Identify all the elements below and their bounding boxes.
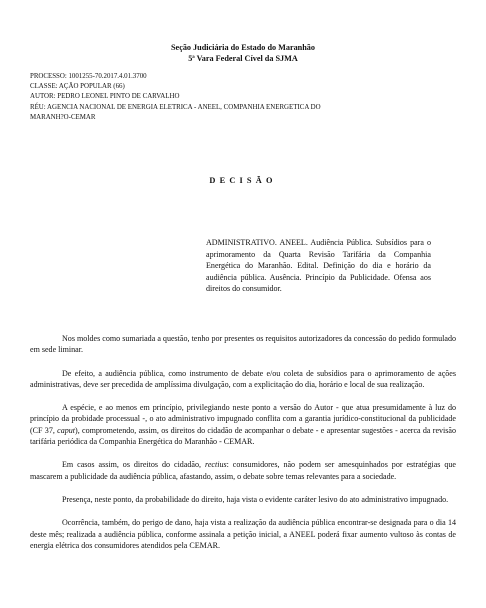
court-header bbox=[0, 42, 486, 64]
paragraph-4-part-a: Em casos assim, os direitos do cidadão, bbox=[62, 460, 205, 470]
paragraph-1: Nos moldes como sumariada a questão, tenho por presentes os requisitos autorizadores da concessão do pedido formulado em sede liminar. bbox=[30, 334, 456, 355]
paragraph-2: De efeito, a audiência pública, como instrumento de debate e/ou coleta de subsídios para o aprimoramento de ações administrativas, deve ser precedida de amplíssima divulgação, com a explicitação do dia, horário e local de sua realização. bbox=[30, 368, 456, 389]
ementa-summary: ADMINISTRATIVO. ANEEL. Audiência Pública. Subsídios para o aprimoramento da Quarta Revisão Tarifária da Companhia Energética do Maranhão. Edital. Definição do dia e horário da audiência pública. Ausência. Princípio da Publicidade. Ofensa aos direitos do consumidor. bbox=[206, 238, 431, 294]
court-section-name: Seção Judiciária do Estado do Maranhão bbox=[171, 43, 315, 52]
case-defendant-line1: RÉU: AGENCIA NACIONAL DE ENERGIA ELETRICA - ANEEL, COMPANHIA ENERGETICA DO bbox=[30, 103, 321, 111]
caput-term: caput bbox=[57, 425, 76, 435]
decision-body bbox=[30, 333, 456, 563]
paragraph-6: Ocorrência, também, do perigo de dano, haja vista a realização da audiência pública encontrar-se designada para o dia 14 deste mês; realizada a audiência pública, conforme assinala a petição inicial, a ANEEL poderá fixar aumento vultoso às contas de energia elétrica dos consumidores atendidos pela CEMAR. bbox=[30, 518, 456, 550]
paragraph-3-part-a: A espécie, e ao menos em princípio, privilegiando neste ponto a versão do Autor - que atua presumidamente à luz do princípio da probidade processual -, o ato administrativo impugnado conflita com a garantia jurídico-constitucional da publicidade (CF 37, bbox=[30, 403, 456, 435]
rectius-term: rectius bbox=[205, 460, 227, 470]
paragraph-3-part-b: ), comprometendo, assim, os direitos do cidadão de acompanhar o debate - e apresentar sugestões - acerca da revisão tarifária periódica da Companhia Energética do Maranhão - CEMAR. bbox=[30, 425, 456, 447]
paragraph-4 bbox=[30, 459, 456, 482]
decision-title: DECISÃO bbox=[209, 176, 277, 185]
paragraph-4-part-b: : consumidores, não podem ser amesquinhados por estratégias que mascarem a publicidade da audiência pública, afastando, assim, o debate sobre temas relevantes para a sociedade. bbox=[30, 460, 457, 481]
case-metadata bbox=[30, 72, 460, 123]
case-class: CLASSE: AÇÃO POPULAR (66) bbox=[30, 83, 125, 91]
case-defendant-line2: MARANH?O-CEMAR bbox=[30, 113, 96, 121]
case-plaintiff: AUTOR: PEDRO LEONEL PINTO DE CARVALHO bbox=[30, 93, 180, 101]
paragraph-5: Presença, neste ponto, da probabilidade do direito, haja vista o evidente caráter lesivo do ato administrativo impugnado. bbox=[62, 494, 449, 504]
paragraph-3 bbox=[30, 402, 456, 447]
court-vara-name: 5ª Vara Federal Cível da SJMA bbox=[188, 54, 298, 63]
case-number: PROCESSO: 1001255-70.2017.4.01.3700 bbox=[30, 73, 147, 80]
